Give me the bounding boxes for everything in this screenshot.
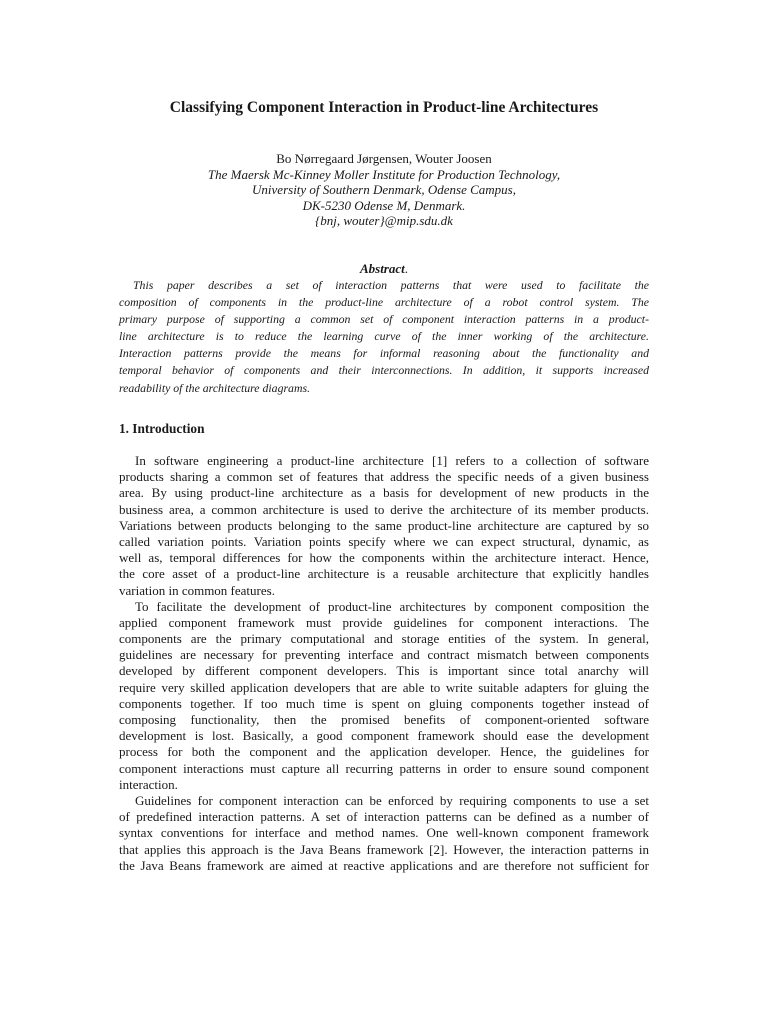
body-line: component interactions must capture all recurring patterns in order to ensure sound component <box>119 760 649 776</box>
body-line: Guidelines for component interaction can be enforced by requiring components to use a set <box>135 792 649 808</box>
body-line: Variations between products belonging to the same product-line architecture are captured by so <box>119 517 649 533</box>
body-line: developed by different component developers. This is important since total anarchy will <box>119 663 649 679</box>
author-names: Bo Nørregaard Jørgensen, Wouter Joosen <box>276 151 492 166</box>
body-line: To facilitate the development of product-line architectures by component composition the <box>135 598 649 614</box>
body-line: well as, temporal differences for how the components within the architecture interact. Hence, <box>119 550 649 566</box>
body-line: interaction. <box>119 776 178 792</box>
abstract-line: composition of components in the product-line architecture of a robot control system. The <box>119 295 649 310</box>
abstract-line: temporal behavior of components and their interconnections. In addition, it supports increased <box>119 363 649 378</box>
abstract-line: line architecture is to reduce the learning curve of the inner working of the architecture. <box>119 329 649 344</box>
affiliation-line: The Maersk Mc-Kinney Moller Institute for Production Technology, <box>207 166 561 182</box>
body-line: process for both the component and the application developer. Hence, the guidelines for <box>119 744 649 760</box>
body-line: syntax conventions for interface and method names. One well-known component framework <box>119 825 649 841</box>
author-email: {bnj, wouter}@mip.sdu.dk <box>315 213 453 228</box>
body-line: composing functionality, then the promised benefits of component-oriented software <box>119 712 649 727</box>
abstract-heading-label: Abstract <box>359 261 405 276</box>
body-line: the Java Beans framework are aimed at reactive applications and are therefore not sufficient for <box>119 857 649 873</box>
body-line: of predefined interaction patterns. A set of interaction patterns can be defined as a number of <box>119 809 649 825</box>
body-line: development is lost. Basically, a good component framework should ease the development <box>119 728 649 744</box>
abstract-heading <box>0 261 768 277</box>
section-heading: 1. Introduction <box>119 421 205 436</box>
abstract-line: primary purpose of supporting a common set of component interaction patterns in a product- <box>119 312 649 327</box>
body-line: require very skilled application developers that are able to write suitable adapters for gluing the <box>119 679 649 695</box>
abstract-line: This paper describes a set of interaction patterns that were used to facilitate the <box>133 278 649 292</box>
body-line: area. By using product-line architecture as a basis for development of new products in the <box>119 485 649 501</box>
author-block <box>0 151 768 229</box>
body-line: products sharing a common set of features that address the specific needs of a given business <box>119 469 649 485</box>
body-line: that applies this approach is the Java Beans framework [2]. However, the interaction patterns in <box>119 841 649 857</box>
abstract-line: readability of the architecture diagrams. <box>119 380 311 395</box>
abstract-text <box>119 277 649 397</box>
body-line: called variation points. Variation points specify where we can expect structural, dynamic, as <box>119 533 649 549</box>
body-line: In software engineering a product-line architecture [1] refers to a collection of software <box>135 453 649 468</box>
body-line: business area, a common architecture is used to derive the architecture of its member products. <box>119 501 649 517</box>
body-line: components are the primary computational and storage entities of the system. In general, <box>119 631 649 647</box>
body-line: the core asset of a product-line architecture is a reusable architecture that explicitly handles <box>119 566 649 582</box>
affiliation-line: DK-5230 Odense M, Denmark. <box>302 197 466 213</box>
body-line: applied component framework must provide guidelines for component interactions. The <box>119 614 649 630</box>
body-line: guidelines are necessary for preventing interface and contract mismatch between components <box>119 647 649 663</box>
body-line: variation in common features. <box>119 582 275 598</box>
paper-title: Classifying Component Interaction in Product-line Architectures <box>169 99 599 116</box>
abstract-line: Interaction patterns provide the means for informal reasoning about the functionality and <box>119 346 649 361</box>
body-line: components together. If too much time is spent on gluing components together instead of <box>119 695 649 711</box>
body-text <box>119 453 649 874</box>
affiliation-line: University of Southern Denmark, Odense Campus, <box>252 182 516 197</box>
abstract-heading-period: . <box>404 261 409 276</box>
